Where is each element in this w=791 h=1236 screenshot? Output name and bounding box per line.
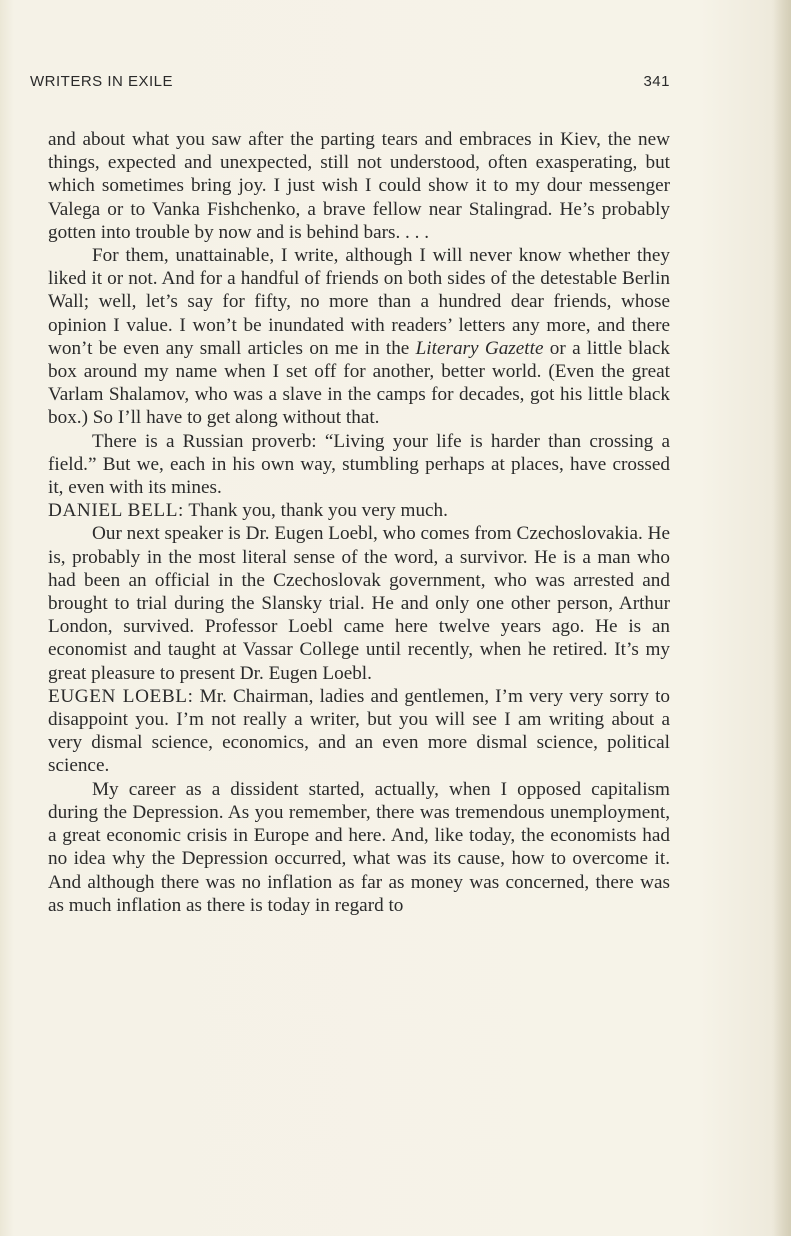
running-head-title: WRITERS IN EXILE [30, 73, 174, 90]
paragraph: My career as a dissident started, actually, when I opposed capitalism during the Depression. As you remember, there was tremendous unemployment, a great economic crisis in Europe and here. And, like today, the economists had no idea why the Depression occurred, what was its cause, how to overcome it. And although there was no inflation as far as money was concerned, there was as much inflation as there is today in regard to [48, 778, 670, 916]
page-spine-shadow [773, 0, 791, 1236]
publication-title: Literary Gazette [415, 337, 544, 359]
running-head [30, 73, 670, 93]
speaker-name: EUGEN LOEBL: [48, 685, 194, 707]
paragraph-text: For them, unattainable, I write, although I will never know whether they liked it or not. And for a handful of friends on both sides of the detestable Berlin Wall; well, let’s say for fifty, no more than a hundred dear friends, whose opinion I value. I won’t be inundated with readers’ letters any more, and there won’t be even any small articles on me in the [48, 245, 670, 359]
speaker-paragraph [48, 499, 670, 522]
speaker-paragraph [48, 685, 670, 778]
page-number: 341 [643, 73, 670, 90]
paragraph-continuation: and about what you saw after the parting tears and embraces in Kiev, the new things, expected and unexpected, still not understood, often exasperating, but which sometimes bring joy. I just wish I could show it to my dour messenger Valega or to Vanka Fishchenko, a brave fellow near Stalingrad. He’s probably gotten into trouble by now and is behind bars. . . . [48, 129, 670, 243]
paragraph-text: or a little black box around my name when I set off for another, better world. (Even the great Varlam Shalamov, who was a slave in the camps for decades, got his little black box.) So I’ll have to get along without that. [48, 337, 670, 429]
paragraph: There is a Russian proverb: “Living your life is harder than crossing a field.” But we, each in his own way, stumbling perhaps at places, have crossed it, even with its mines. [48, 430, 670, 499]
paragraph [48, 244, 670, 430]
paragraph: Our next speaker is Dr. Eugen Loebl, who comes from Czechoslovakia. He is, probably in the most literal sense of the word, a survivor. He is a man who had been an official in the Czechoslovak government, who was arrested and brought to trial during the Slansky trial. He and only one other person, Arthur London, survived. Professor Loebl came here twelve years ago. He is an economist and taught at Vassar College until recently, when he retired. It’s my great pleasure to present Dr. Eugen Loebl. [48, 523, 670, 684]
speaker-text: Mr. Chairman, ladies and gentlemen, I’m very very sorry to disappoint you. I’m not really a writer, but you will see I am writing about a very dismal science, economics, and an even more dismal science, political science. [48, 685, 670, 777]
speaker-text: Thank you, thank you very much. [183, 500, 448, 522]
speaker-name: DANIEL BELL: [48, 500, 184, 522]
body-text [48, 128, 670, 917]
